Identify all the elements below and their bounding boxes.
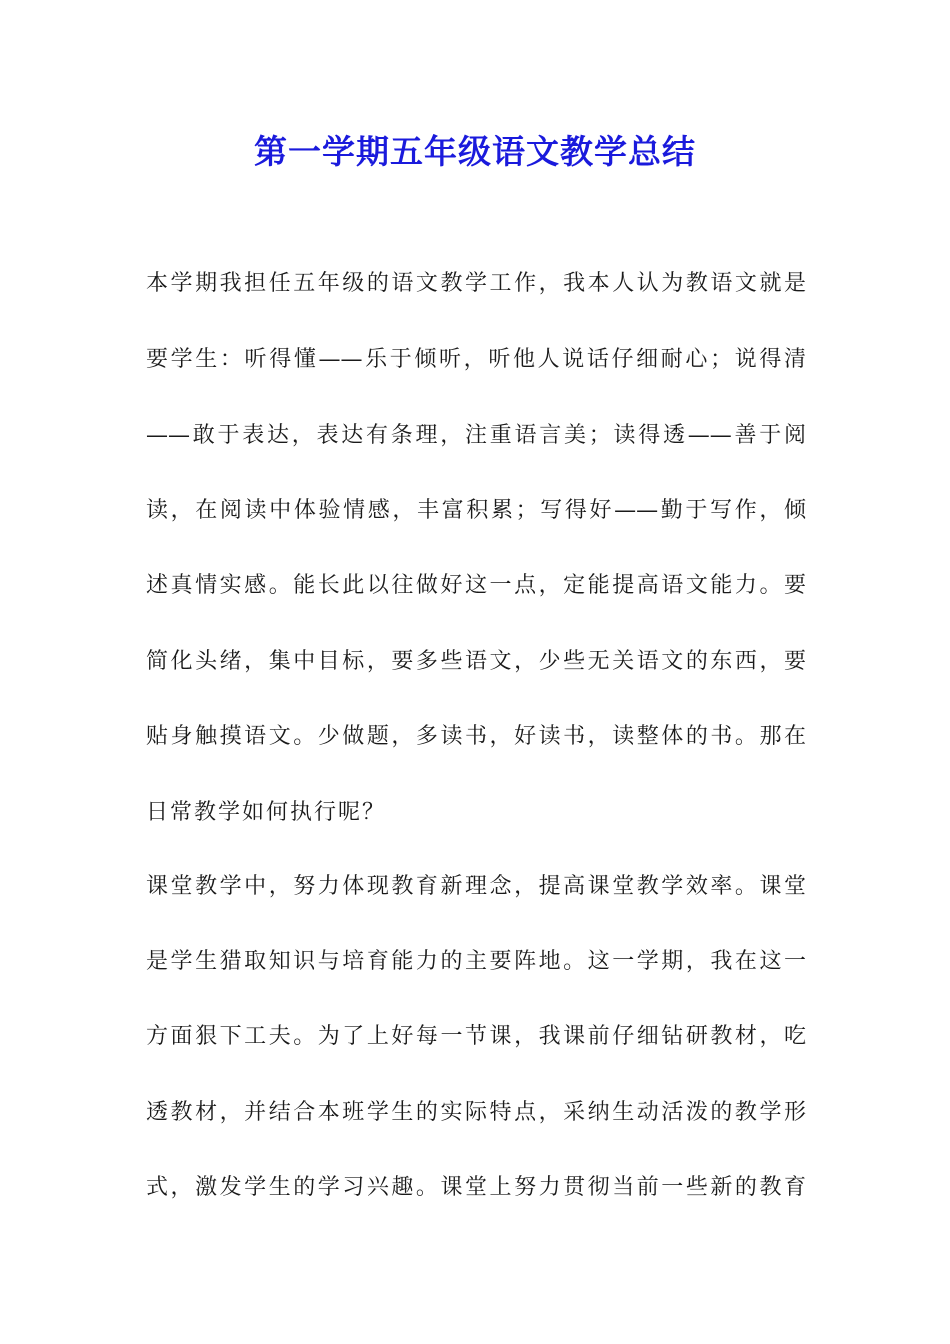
paragraph-line: 方面狠下工夫。为了上好每一节课，我课前仔细钻研教材，吃 [146,1024,806,1049]
paragraph-line: 贴身触摸语文。少做题，多读书，好读书，读整体的书。那在 [146,724,806,749]
paragraph-line: 式，激发学生的学习兴趣。课堂上努力贯彻当前一些新的教育 [146,1175,806,1200]
paragraph-line: 简化头绪，集中目标，要多些语文，少些无关语文的东西，要 [146,649,806,674]
paragraph-line: 是学生猎取知识与培育能力的主要阵地。这一学期，我在这一 [146,949,806,974]
paragraph-line: 述真情实感。能长此以往做好这一点，定能提高语文能力。要 [146,573,806,598]
paragraph-line: 日常教学如何执行呢？ [146,800,387,825]
paragraph-line: 透教材，并结合本班学生的实际特点，采纳生动活泼的教学形 [146,1100,806,1125]
paragraph-line: 要学生：听得懂——乐于倾听，听他人说话仔细耐心；说得清 [146,347,806,372]
paragraph-line: 读，在阅读中体验情感，丰富积累；写得好——勤于写作，倾 [146,498,806,523]
paragraph-line: ——敢于表达，表达有条理，注重语言美；读得透——善于阅 [146,423,806,448]
paragraph-line: 课堂教学中，努力体现教育新理念，提高课堂教学效率。课堂 [146,874,806,899]
document-title: 第一学期五年级语文教学总结 [254,132,696,171]
paragraph-line: 本学期我担任五年级的语文教学工作，我本人认为教语文就是 [146,271,806,296]
